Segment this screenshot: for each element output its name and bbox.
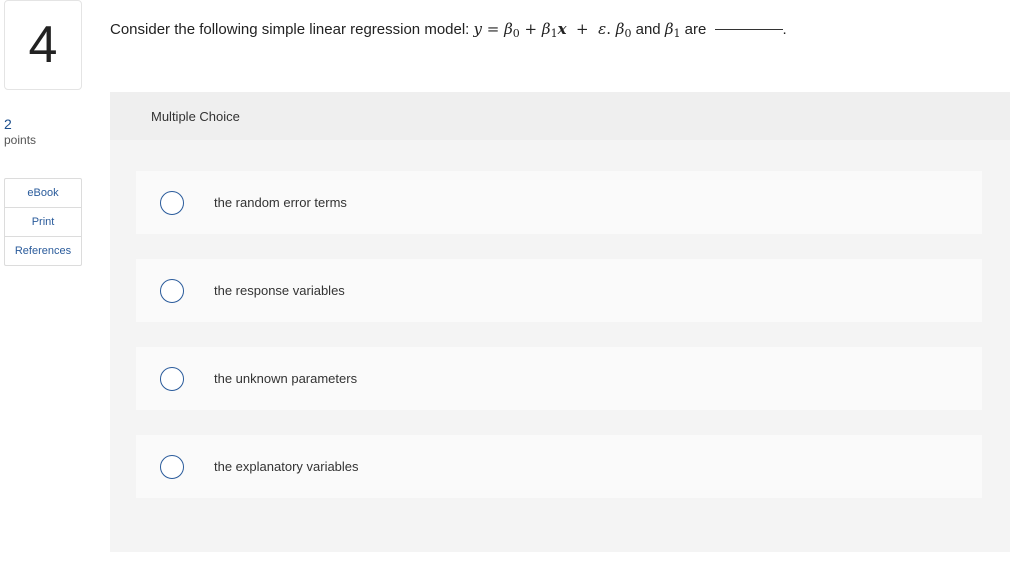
beta1-ref-symbol: β — [664, 20, 674, 38]
radio-button[interactable] — [160, 191, 184, 215]
beta0-ref: β — [615, 20, 625, 38]
formula-equals: = — [482, 20, 505, 38]
points-block — [4, 116, 36, 148]
option-label: the response variables — [214, 283, 345, 298]
end-text: . — [782, 21, 787, 38]
option-unknown-parameters[interactable] — [136, 347, 982, 410]
formula-epsilon: ε — [598, 20, 607, 38]
and-text: and — [631, 21, 665, 38]
formula-period: . — [606, 20, 616, 38]
option-label: the unknown parameters — [214, 371, 358, 386]
formula-plus2: + — [566, 20, 599, 38]
question-prefix: Consider the following simple linear regression model: — [110, 21, 474, 38]
option-label: the explanatory variables — [214, 459, 359, 474]
formula-beta1: β — [541, 20, 551, 38]
question-text — [110, 18, 787, 45]
formula-y: y — [473, 20, 482, 38]
beta1-ref-sub: 1 — [673, 27, 681, 40]
beta1-ref — [665, 20, 681, 38]
resources-list — [4, 178, 82, 266]
option-explanatory-variables[interactable] — [136, 435, 982, 498]
option-response-variables[interactable] — [136, 259, 982, 322]
points-value: 2 — [4, 116, 12, 132]
multiple-choice-header: Multiple Choice — [110, 92, 1010, 140]
references-link[interactable]: References — [5, 236, 81, 265]
regression-formula — [474, 20, 632, 38]
formula-plus: + — [519, 20, 542, 38]
are-text: are — [680, 21, 711, 38]
formula-x: x — [557, 20, 567, 38]
radio-button[interactable] — [160, 367, 184, 391]
option-label: the random error terms — [214, 195, 347, 210]
formula-sub0: 0 — [512, 27, 520, 40]
formula-beta0: β — [504, 20, 513, 38]
points-label: points — [4, 133, 37, 147]
ebook-link[interactable]: eBook — [27, 187, 59, 199]
answer-blank — [715, 29, 783, 30]
multiple-choice-panel — [110, 92, 1010, 552]
beta0-ref-sub: 0 — [624, 27, 632, 40]
print-link[interactable]: Print — [5, 207, 81, 236]
radio-button[interactable] — [160, 279, 184, 303]
radio-button[interactable] — [160, 455, 184, 479]
option-random-error-terms[interactable] — [136, 171, 982, 234]
formula-sub1: 1 — [550, 27, 558, 40]
question-number: 4 — [4, 0, 82, 90]
